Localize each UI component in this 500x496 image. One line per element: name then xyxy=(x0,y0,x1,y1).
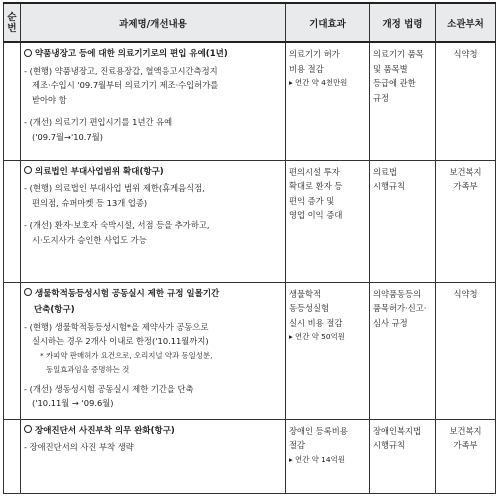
effect-note: ▸ 연간 약 4천만원 xyxy=(289,78,348,87)
dept-line: 가족부 xyxy=(453,440,478,450)
regulation-table xyxy=(3,2,496,494)
header-dept: 소관부처 xyxy=(436,3,496,42)
current-line: 제조·수입시 '09.7월부터 의료기기 제조·수입허가를 xyxy=(32,80,219,90)
law-line: 등급에 관한 xyxy=(373,78,416,88)
row-effect xyxy=(286,282,370,419)
current-line: - (현행) 의료법인 부대사업 범위 제한(휴게음식점, xyxy=(24,183,205,193)
current-line: 받아야 함 xyxy=(32,94,67,105)
row-title-cont: 단축(항구) xyxy=(34,305,75,315)
current-line: - (현행) 생물학적동등성시험*을 제약사가 공동으로 xyxy=(24,321,209,332)
row-content xyxy=(21,419,286,493)
row-effect xyxy=(286,160,370,282)
effect-line: 의료기기 허가 xyxy=(289,49,340,59)
law-line: 의료기기 품목 xyxy=(373,49,424,59)
dept-line: 보건복지 xyxy=(449,425,482,436)
row-dept xyxy=(436,42,496,160)
table-row xyxy=(4,42,496,160)
row-seq xyxy=(4,419,21,493)
current-line: - 장애진단서의 사진 부착 생략 xyxy=(24,442,134,452)
law-line: 및 품목별 xyxy=(373,63,408,74)
effect-line: 장애인 등록비용 xyxy=(289,425,348,436)
row-title: 생물학적동등성시험 공동실시 제한 규정 일몰기간 xyxy=(35,288,220,299)
law-line: 규정 xyxy=(373,92,390,103)
law-line: 의약품동등의 xyxy=(373,288,422,299)
row-dept xyxy=(436,282,496,419)
row-title: 의료법인 부대사업범위 확대(항구) xyxy=(35,166,164,177)
row-content xyxy=(21,282,286,419)
dept-line: 보건복지 xyxy=(449,166,482,177)
row-dept xyxy=(436,160,496,282)
effect-line: 확대로 환자 등 xyxy=(289,181,343,191)
effect-note: ▸ 연간 약 14억원 xyxy=(289,454,345,464)
effect-line: 비용 절감 xyxy=(289,63,324,74)
current-line: 실시하는 경우 2개사 이내로 한정('10.11월까지) xyxy=(32,336,209,346)
circle-bullet-icon xyxy=(24,166,32,174)
row-seq xyxy=(4,160,21,282)
row-law xyxy=(370,42,436,160)
improve-line: ('09.7월→'10.7월) xyxy=(32,131,103,142)
row-seq xyxy=(4,282,21,419)
law-line: 심사 규정 xyxy=(373,317,408,328)
dept-line: 가족부 xyxy=(453,181,478,191)
row-title: 장애진단서 사진부착 의무 완화(항구) xyxy=(35,425,175,436)
header-title: 과제명/개선내용 xyxy=(21,3,286,42)
row-law xyxy=(370,282,436,419)
row-content xyxy=(21,160,286,282)
row-dept xyxy=(436,419,496,493)
circle-bullet-icon xyxy=(24,288,32,296)
row-title: 약품냉장고 등에 대한 의료기기로의 편입 유예(1년) xyxy=(35,49,228,59)
improve-line: - (개선) 의료기기 편입시기를 1년간 유예 xyxy=(24,117,173,127)
row-content xyxy=(21,42,286,160)
circle-bullet-icon xyxy=(24,49,32,57)
effect-line: 실시 비용 절감 xyxy=(289,317,343,328)
row-effect xyxy=(286,42,370,160)
table-row xyxy=(4,282,496,419)
footnote-line: 동일효과임을 증명하는 것 xyxy=(46,365,130,374)
law-line: 시행규칙 xyxy=(373,440,406,450)
law-line: 장애인복지법 xyxy=(373,425,422,436)
row-law xyxy=(370,419,436,493)
dept-line: 식약청 xyxy=(453,288,478,299)
improve-line: ('10.11월 → '09.6월) xyxy=(32,398,114,408)
header-row xyxy=(4,3,496,42)
header-seq: 순 번 xyxy=(4,3,21,42)
footnote-line: * 카피약 판매허가 요건으로, 오리지널 약과 동일성분, xyxy=(40,350,213,360)
circle-bullet-icon xyxy=(24,425,32,433)
current-line: 편의점, 슈퍼마켓 등 13개 업종) xyxy=(32,197,148,208)
current-line: - (현행) 약품냉장고, 진료용장갑, 혈액응고시간측정지 xyxy=(24,65,218,76)
law-line: 품목허가·신고· xyxy=(373,303,427,313)
law-line: 시행규칙 xyxy=(373,181,406,191)
effect-line: 편익 증가 및 xyxy=(289,195,335,206)
improve-line: 시·도지사가 승인한 사업도 가능 xyxy=(32,234,147,245)
row-seq xyxy=(4,42,21,160)
law-line: 의료법 xyxy=(373,166,398,177)
table-row xyxy=(4,419,496,493)
effect-line: 동등성실험 xyxy=(289,303,330,313)
header-effect: 기대효과 xyxy=(286,3,370,42)
effect-line: 편의시설 투자 xyxy=(289,166,340,177)
table-row xyxy=(4,160,496,282)
improve-line: - (개선) 생동성시험 공동실시 제한 기간을 단축 xyxy=(24,383,194,394)
improve-line: - (개선) 환자·보호자 숙박시설, 서점 등을 추가하고, xyxy=(24,220,210,230)
row-effect xyxy=(286,419,370,493)
row-law xyxy=(370,160,436,282)
effect-note: ▸ 연간 약 50억원 xyxy=(289,332,345,341)
effect-line: 생물학적 xyxy=(289,288,322,299)
header-law: 개정 법령 xyxy=(370,3,436,42)
effect-line: 절감 xyxy=(289,440,306,450)
dept-line: 식약청 xyxy=(453,49,478,59)
effect-line: 영업 이익 증대 xyxy=(289,210,343,220)
